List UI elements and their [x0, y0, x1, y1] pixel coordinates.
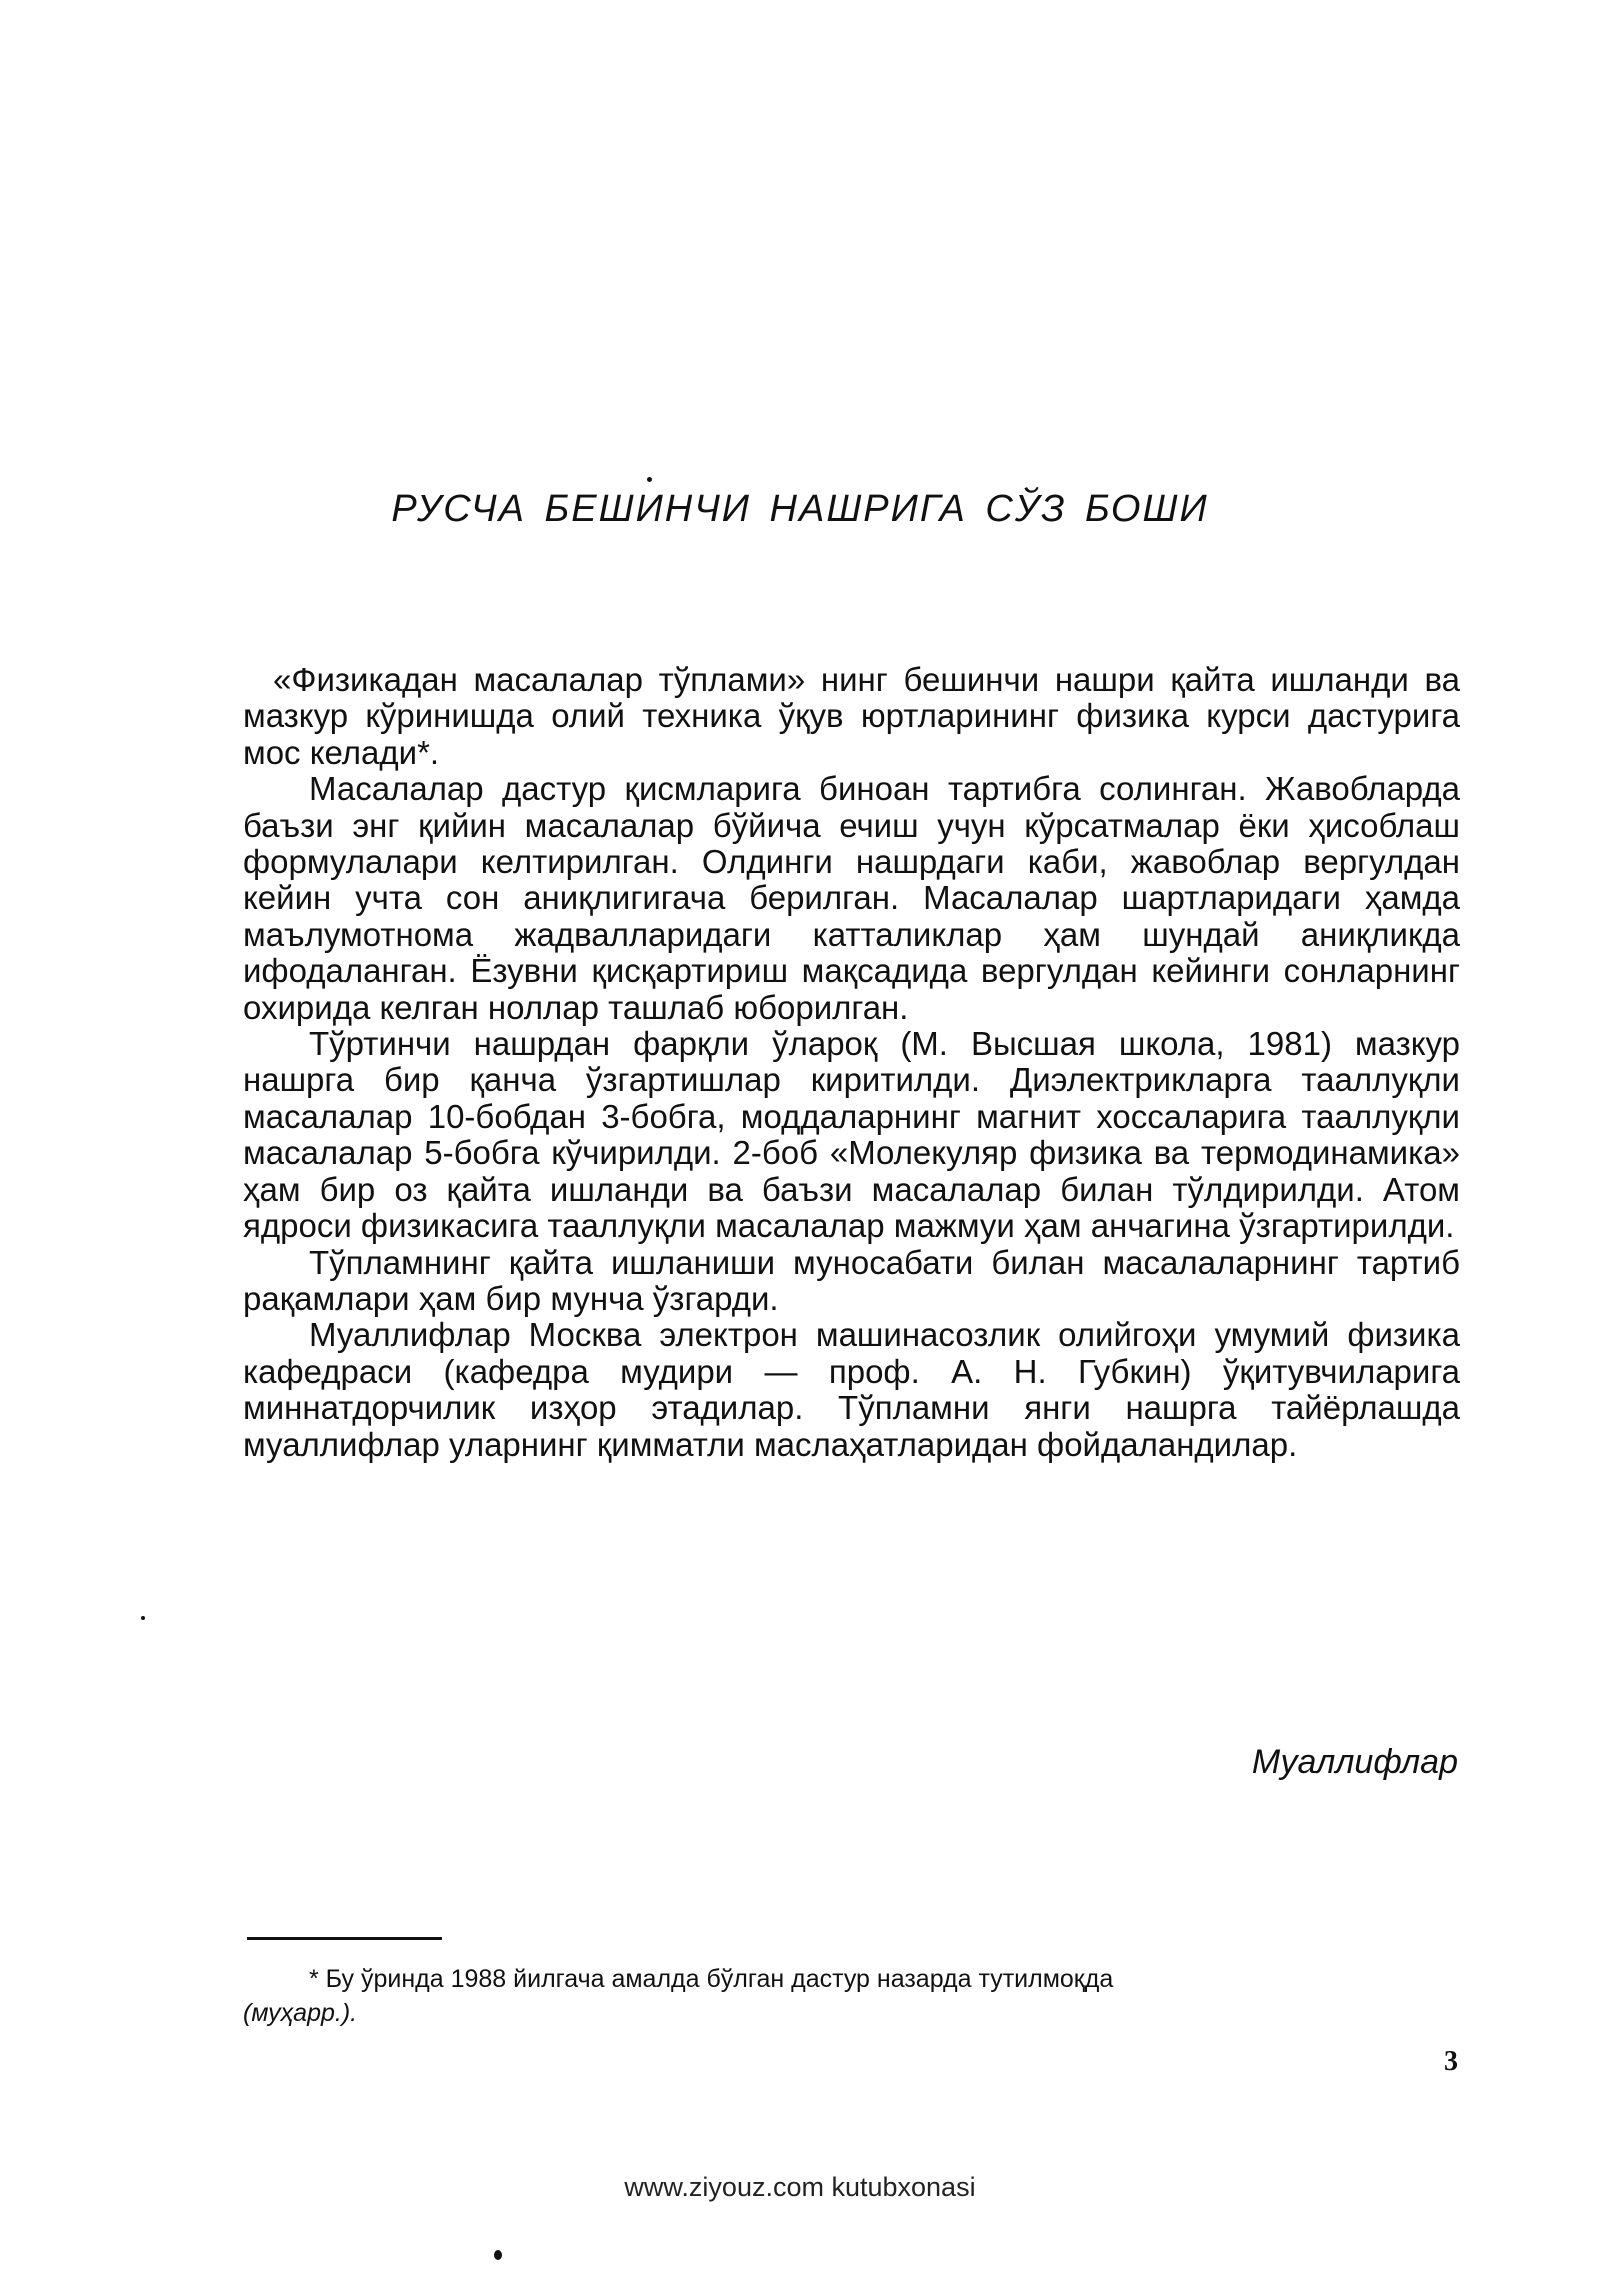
signature: Муаллифлар: [1251, 1743, 1458, 1781]
paragraph: Масалалар дастур қисмларига биноан тартибга солинган. Жавобларда баъзи энг қийин масалалар бўйича ечиш учун кўрсатмалар ёки ҳисоблаш формулалари келтирилган. Олдинги нашрдаги каби, жавоблар вергулдан кейин учта сон аниқлигигача берилган. Масалалар шартларидаги ҳамда маълумотнома жадвалларидаги катталиклар ҳам шундай аниқликда ифодаланган. Ёзувни қисқартириш мақсадида вергулдан кейинги сонларнинг охирида келган ноллар ташлаб юборилган.: [243, 770, 1460, 1026]
preface-body: [243, 662, 1460, 1463]
scan-speck: [494, 2250, 502, 2260]
paragraph: Тўртинчи нашрдан фарқли ўлароқ (М. Высшая школа, 1981) мазкур нашрга бир қанча ўзгартишлар киритилди. Диэлектрикларга тааллуқли масалалар 10-бобдан 3-бобга, моддаларнинг магнит хоссаларига тааллуқли масалалар 5-бобга кўчирилди. 2-боб «Молекуляр физика ва термодинамика» ҳам бир оз қайта ишланди ва баъзи масалалар билан тўлдирилди. Атом ядроси физикасига тааллуқли масалалар мажмуи ҳам анчагина ўзгартирилди.: [243, 1025, 1460, 1245]
scan-speck: [647, 477, 652, 482]
page-number: 3: [1444, 2046, 1458, 2077]
scan-speck: [141, 1616, 145, 1620]
paragraph: «Физикадан масалалар тўплами» нинг бешинчи нашри қайта ишланди ва мазкур кўринишда олий техника ўқув юртларининг физика курси дастурига мос келади*.: [243, 661, 1460, 771]
page-title: РУСЧА БЕШИНЧИ НАШРИГА СЎЗ БОШИ: [391, 488, 1209, 530]
footnote-divider: [247, 1937, 442, 1940]
footnote-abbreviation: (муҳарр.).: [243, 1999, 358, 2027]
paragraph: Муаллифлар Москва электрон машинасозлик олийгоҳи умумий физика кафедраси (кафедра мудири — проф. А. Н. Губкин) ўқитувчиларига миннатдорчилик изҳор этадилар. Тўпламни янги нашрга тайёрлашда муаллифлар уларнинг қимматли маслаҳатларидан фойдаландилар.: [243, 1316, 1460, 1463]
paragraph: Тўпламнинг қайта ишланиши муносабати билан масалаларнинг тартиб рақамлари ҳам бир мунча ўзгарди.: [243, 1243, 1460, 1317]
footnote: [243, 1962, 1460, 2030]
watermark-link[interactable]: www.ziyouz.com kutubxonasi: [624, 2172, 976, 2202]
footnote-text: * Бу ўринда 1988 йилгача амалда бўлган дастур назарда тутилмоқда: [309, 1965, 1114, 1993]
